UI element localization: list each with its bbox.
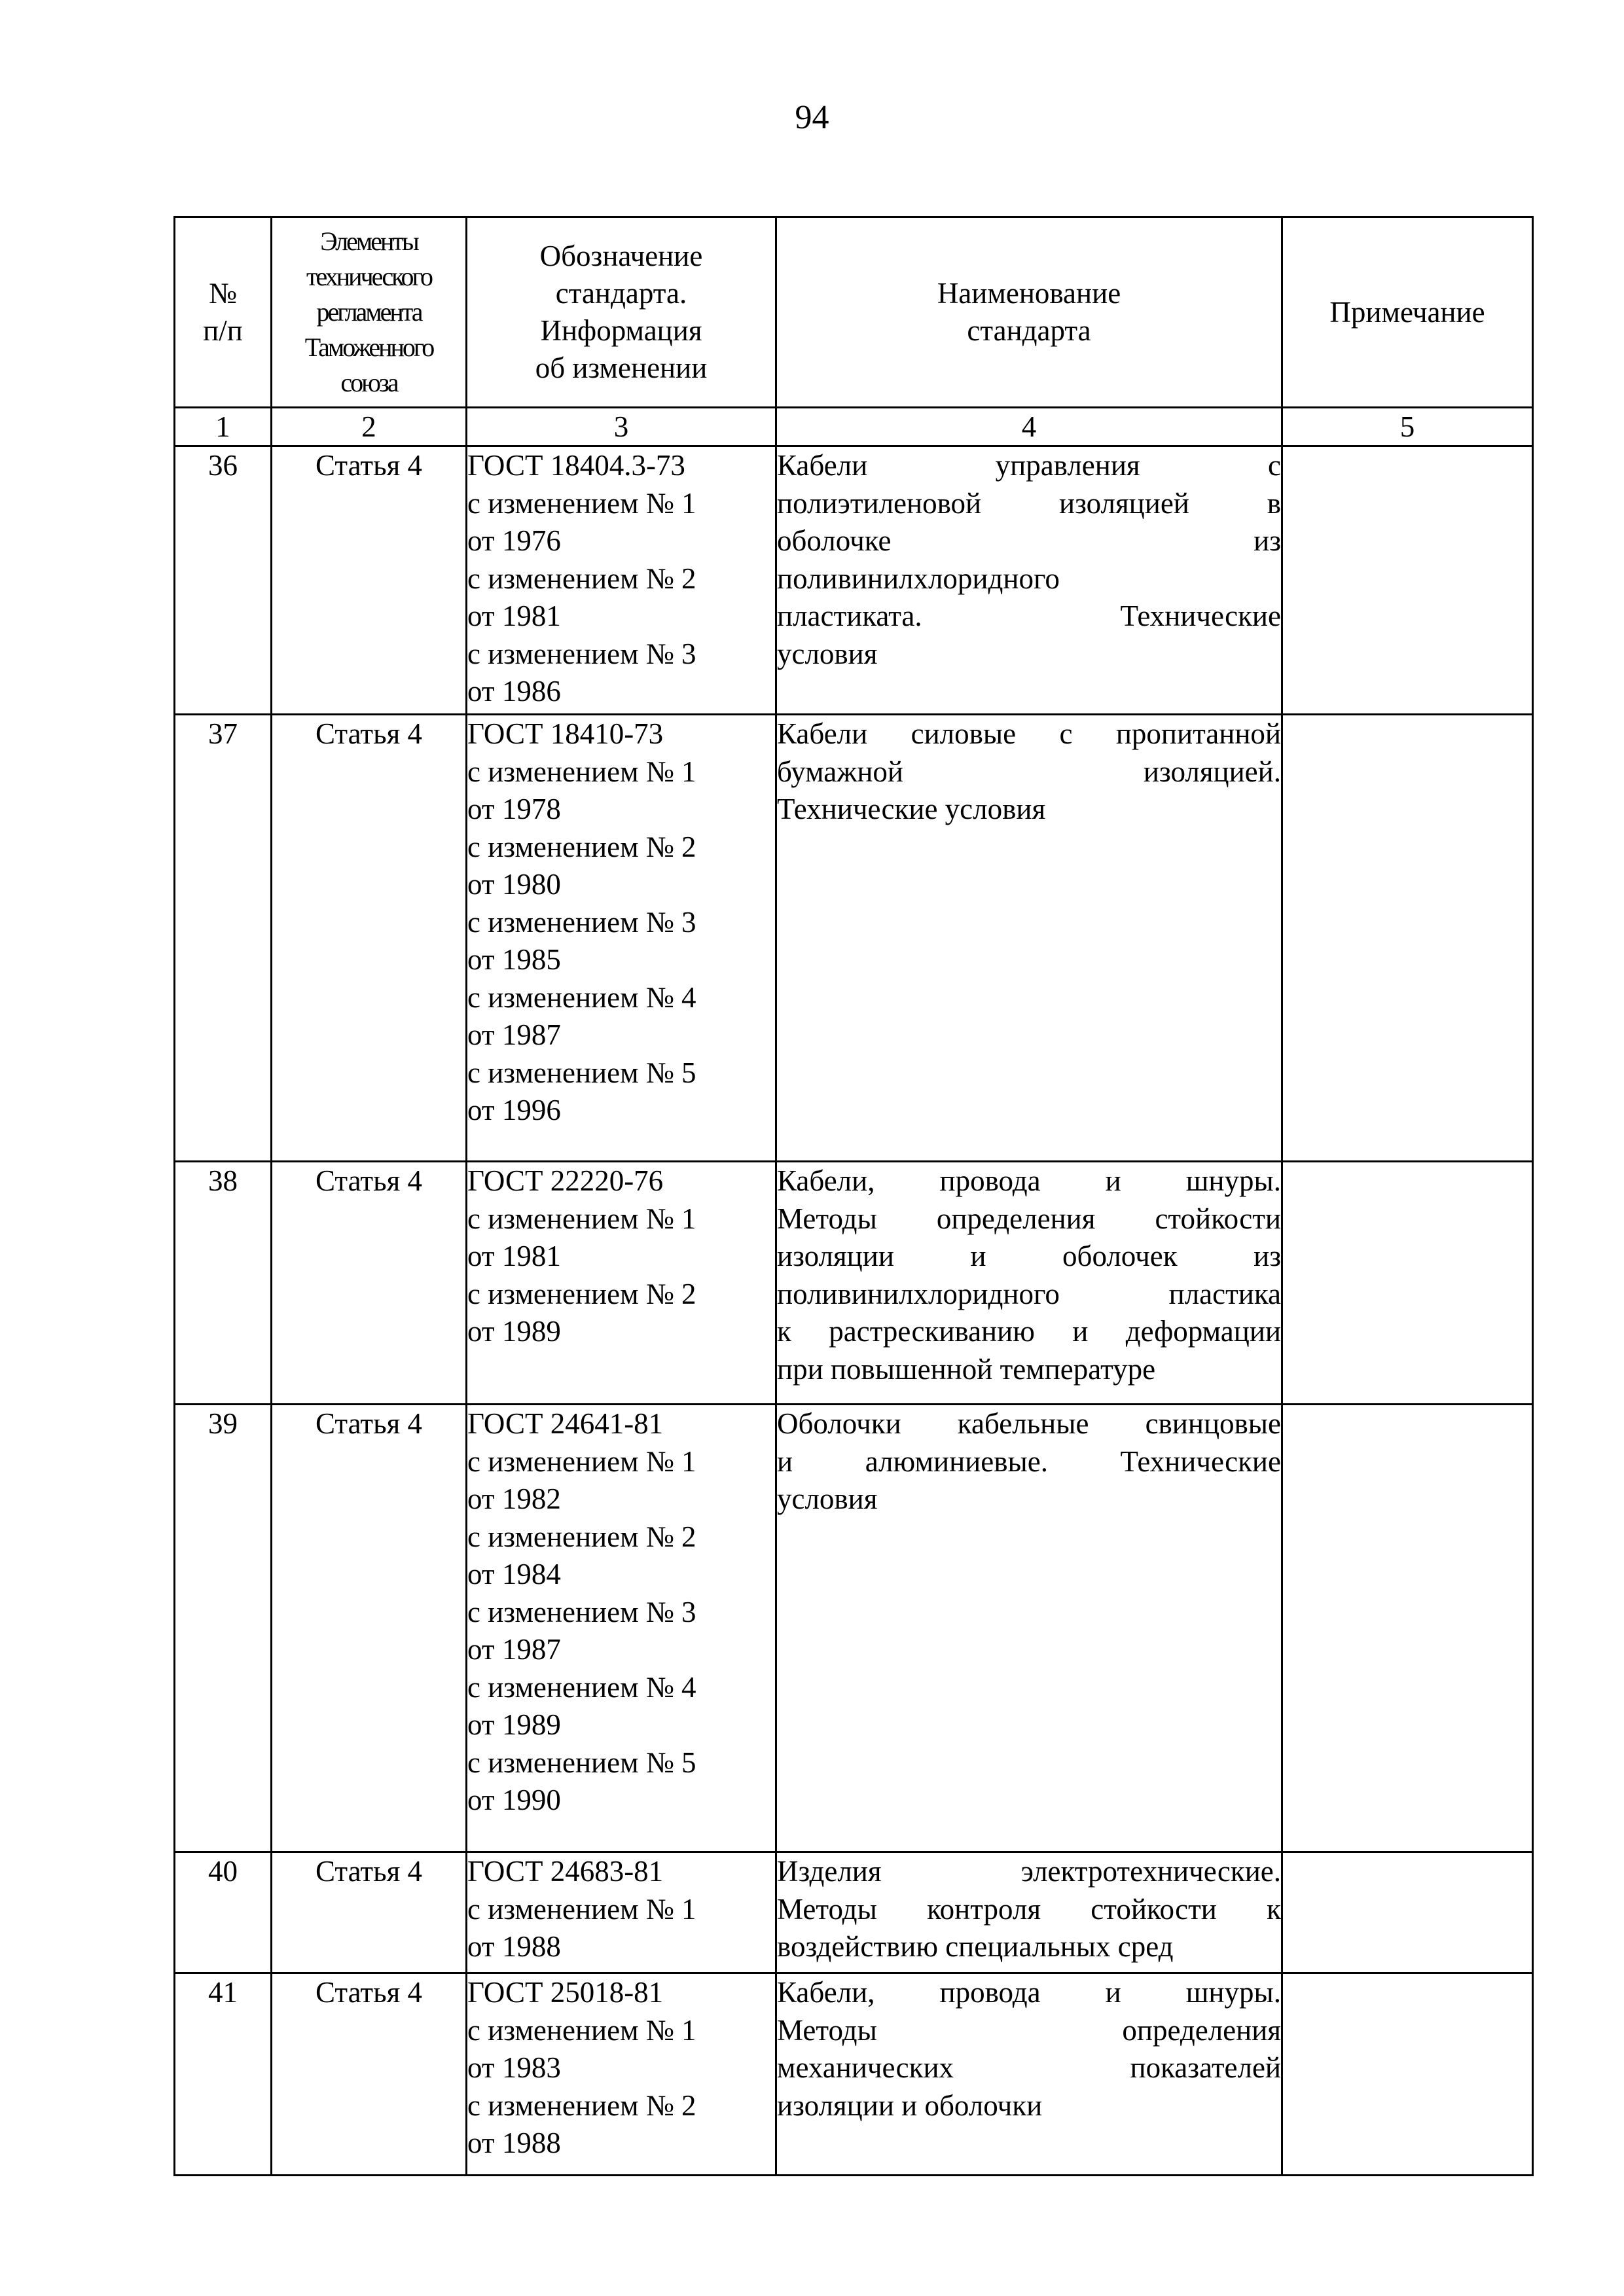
designation-line: от 1987: [467, 1633, 561, 1666]
designation-line: ГОСТ 24641-81: [467, 1407, 664, 1440]
standard-name-line: полиэтиленовой изоляцией в: [777, 486, 1281, 520]
standard-name-line: воздействию специальных сред: [777, 1930, 1174, 1963]
standards-table: [173, 216, 1534, 2176]
row-element: Статья 4: [272, 1973, 467, 2176]
column-number: 1: [175, 408, 272, 446]
designation-line: с изменением № 2: [467, 1277, 696, 1310]
standard-name-line: Кабели силовые с пропитанной: [777, 717, 1281, 750]
standard-name-line: Кабели управления с: [777, 449, 1281, 482]
standard-name-line: и алюминиевые. Технические: [777, 1444, 1281, 1478]
row-standard-name: [776, 1852, 1282, 1973]
row-note: [1282, 1852, 1533, 1973]
designation-line: с изменением № 2: [467, 830, 696, 863]
standard-name-line: изоляции и оболочки: [777, 2089, 1043, 2122]
header-number-line: №: [209, 277, 237, 310]
header-note: [1282, 217, 1533, 408]
designation-line: с изменением № 5: [467, 1056, 696, 1089]
row-number: 39: [175, 1405, 272, 1852]
row-designation: [467, 1162, 776, 1405]
column-number: 2: [272, 408, 467, 446]
table-row: [175, 1405, 1533, 1852]
row-designation: [467, 446, 776, 715]
standard-name-line: пластиката. Технические: [777, 600, 1281, 632]
header-standard-name-line: стандарта: [967, 314, 1091, 347]
designation-line: от 1978: [467, 793, 561, 825]
standard-name-line: Кабели, провода и шнуры.: [777, 1976, 1281, 2009]
row-number: 41: [175, 1973, 272, 2176]
header-designation-line: Информация: [540, 314, 702, 347]
designation-line: ГОСТ 25018-81: [467, 1976, 664, 2009]
designation-line: с изменением № 5: [467, 1746, 696, 1779]
standard-name-line: поливинилхлоридного пластика: [777, 1277, 1281, 1310]
header-designation: [467, 217, 776, 408]
designation-line: с изменением № 4: [467, 980, 696, 1014]
row-standard-name: [776, 1405, 1282, 1852]
standard-name-line: механических показателей: [777, 2051, 1281, 2084]
column-number: 3: [467, 408, 776, 446]
standard-name-line: Методы определения: [777, 2013, 1281, 2047]
standard-name-line: бумажной изоляцией.: [777, 755, 1281, 788]
designation-line: с изменением № 1: [467, 1892, 696, 1926]
designation-line: от 1986: [467, 675, 561, 708]
designation-line: от 1982: [467, 1482, 561, 1515]
header-note-line: Примечание: [1329, 295, 1485, 329]
header-designation-line: стандарта.: [555, 277, 687, 310]
table-row: [175, 446, 1533, 715]
header-designation-line: Обозначение: [539, 240, 703, 272]
standard-name-line: при повышенной температуре: [777, 1352, 1156, 1386]
designation-line: с изменением № 2: [467, 2089, 696, 2122]
header-standard-name-line: Наименование: [937, 277, 1121, 310]
designation-line: с изменением № 4: [467, 1670, 696, 1704]
column-number: 4: [776, 408, 1282, 446]
header-standard-name: [776, 217, 1282, 408]
designation-line: от 1989: [467, 1315, 561, 1348]
standard-name-line: Методы определения стойкости: [777, 1202, 1281, 1235]
designation-line: от 1985: [467, 943, 561, 976]
designation-line: от 1981: [467, 600, 561, 632]
standard-name-line: поливинилхлоридного: [777, 562, 1060, 595]
column-numbers-row: [175, 408, 1533, 446]
designation-line: от 1990: [467, 1784, 561, 1816]
row-designation: [467, 1405, 776, 1852]
row-number: 38: [175, 1162, 272, 1405]
designation-line: от 1988: [467, 2126, 561, 2159]
row-element: Статья 4: [272, 1405, 467, 1852]
row-number: 36: [175, 446, 272, 715]
header-number: [175, 217, 272, 408]
row-note: [1282, 715, 1533, 1162]
row-note: [1282, 1973, 1533, 2176]
header-elements: [272, 217, 467, 408]
page-number: 94: [795, 99, 829, 136]
designation-line: от 1984: [467, 1558, 561, 1590]
table-row: [175, 715, 1533, 1162]
header-elements-line: технического: [306, 262, 431, 291]
header-elements-line: Таможенного: [304, 332, 433, 362]
row-number: 40: [175, 1852, 272, 1973]
row-element: Статья 4: [272, 715, 467, 1162]
designation-line: с изменением № 1: [467, 1202, 696, 1235]
table-row: [175, 1973, 1533, 2176]
designation-line: от 1996: [467, 1094, 561, 1126]
row-note: [1282, 446, 1533, 715]
header-designation-line: об изменении: [535, 351, 708, 384]
row-standard-name: [776, 446, 1282, 715]
designation-line: от 1976: [467, 524, 561, 557]
standard-name-line: оболочке из: [777, 524, 1281, 557]
row-standard-name: [776, 715, 1282, 1162]
designation-line: от 1988: [467, 1930, 561, 1963]
designation-line: с изменением № 3: [467, 1595, 696, 1628]
header-elements-line: Элементы: [320, 226, 418, 256]
designation-line: от 1983: [467, 2051, 561, 2084]
row-note: [1282, 1405, 1533, 1852]
standard-name-line: изоляции и оболочек из: [777, 1240, 1281, 1272]
standard-name-line: к растрескиванию и деформации: [777, 1315, 1281, 1348]
designation-line: ГОСТ 22220-76: [467, 1164, 664, 1197]
designation-line: от 1980: [467, 868, 561, 901]
standard-name-line: условия: [777, 1482, 878, 1515]
designation-line: с изменением № 1: [467, 486, 696, 520]
designation-line: ГОСТ 24683-81: [467, 1855, 664, 1888]
designation-line: с изменением № 2: [467, 1520, 696, 1553]
table-body: [175, 408, 1533, 2176]
row-standard-name: [776, 1162, 1282, 1405]
designation-line: с изменением № 1: [467, 755, 696, 788]
table-row: [175, 1162, 1533, 1405]
standard-name-line: Технические условия: [777, 793, 1046, 825]
row-element: Статья 4: [272, 1162, 467, 1405]
standard-name-line: Методы контроля стойкости к: [777, 1892, 1281, 1926]
designation-line: от 1989: [467, 1708, 561, 1741]
row-note: [1282, 1162, 1533, 1405]
column-number: 5: [1282, 408, 1533, 446]
header-elements-line: союза: [340, 368, 397, 397]
row-standard-name: [776, 1973, 1282, 2176]
designation-line: с изменением № 2: [467, 562, 696, 595]
row-element: Статья 4: [272, 1852, 467, 1973]
designation-line: с изменением № 1: [467, 2013, 696, 2047]
designation-line: с изменением № 3: [467, 637, 696, 670]
standard-name-line: Оболочки кабельные свинцовые: [777, 1407, 1281, 1440]
standard-name-line: условия: [777, 637, 878, 670]
row-number: 37: [175, 715, 272, 1162]
table-header-row: [175, 217, 1533, 408]
standard-name-line: Кабели, провода и шнуры.: [777, 1164, 1281, 1197]
designation-line: с изменением № 1: [467, 1444, 696, 1478]
designation-line: ГОСТ 18404.3-73: [467, 449, 685, 482]
designation-line: ГОСТ 18410-73: [467, 717, 664, 750]
standard-name-line: Изделия электротехнические.: [777, 1855, 1281, 1888]
row-designation: [467, 1852, 776, 1973]
row-designation: [467, 1973, 776, 2176]
designation-line: от 1981: [467, 1240, 561, 1272]
designation-line: от 1987: [467, 1018, 561, 1051]
header-number-line: п/п: [203, 314, 243, 347]
header-elements-line: регламента: [316, 297, 422, 327]
designation-line: с изменением № 3: [467, 905, 696, 939]
row-element: Статья 4: [272, 446, 467, 715]
row-designation: [467, 715, 776, 1162]
table-row: [175, 1852, 1533, 1973]
